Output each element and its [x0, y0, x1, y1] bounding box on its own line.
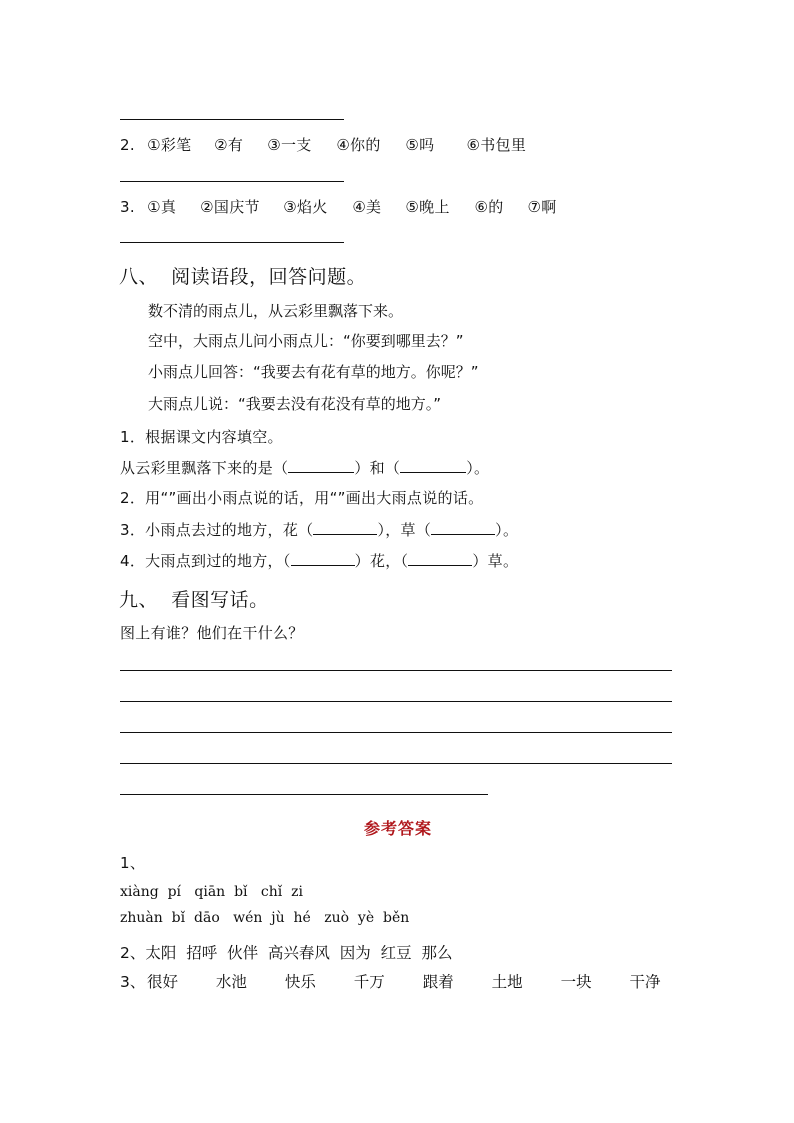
answer-3-item: 一块 — [560, 973, 592, 991]
fill-blank[interactable] — [431, 522, 495, 535]
answer-3-item: 很好 — [146, 973, 178, 991]
answer-1-label: 1、 — [120, 854, 146, 872]
answer-1-pinyin-line: zhuàn bǐ dāo wén jù hé zuò yè běn — [120, 910, 410, 926]
answer-1-pinyin-line: xiàng pí qiān bǐ chǐ zi — [120, 884, 303, 900]
section-9-prompt: 图上有谁？他们在干什么？ — [120, 624, 304, 642]
q3-number: 3. — [120, 198, 135, 216]
fill-text: 4．大雨点到过的地方，（ — [120, 552, 291, 570]
section-8-title: 八、 阅读语段，回答问题。 — [119, 266, 367, 288]
fill-text: ）草。 — [472, 552, 519, 570]
q3-item: ⑤晚上 — [405, 198, 450, 216]
q3-item: ②国庆节 — [200, 198, 260, 216]
s8-question-1: 1．根据课文内容填空。 — [120, 428, 283, 446]
answer-line-q3 — [120, 242, 344, 243]
fill-text: ），草（ — [377, 521, 432, 539]
q3-item: ⑥的 — [474, 198, 504, 216]
fill-blank[interactable] — [291, 553, 355, 566]
writing-line — [120, 701, 672, 702]
answer-2: 2、太阳 招呼 伙伴 高兴春风 因为 红豆 那么 — [120, 944, 453, 962]
writing-line — [120, 732, 672, 733]
q3-item: ③焰火 — [283, 198, 328, 216]
answer-line-q2 — [120, 181, 344, 182]
s8-question-4 — [120, 550, 518, 571]
passage-line: 大雨点儿说：“我要去没有花没有草的地方。” — [148, 395, 442, 413]
fill-text: ）。 — [466, 459, 490, 477]
fill-blank[interactable] — [313, 522, 377, 535]
answer-3-item: 水池 — [215, 973, 247, 991]
q2-item: ②有 — [214, 136, 244, 154]
q3-item: ⑦啊 — [527, 198, 557, 216]
fill-text: ）花，（ — [354, 552, 409, 570]
fill-text: ）。 — [495, 521, 519, 539]
q2-row — [120, 134, 526, 155]
q2-item: ①彩笔 — [147, 136, 192, 154]
answer-3 — [120, 970, 661, 992]
fill-text: ）和（ — [354, 459, 401, 477]
fill-text: 从云彩里飘落下来的是（ — [120, 459, 289, 477]
writing-line — [120, 763, 672, 764]
writing-line — [120, 670, 672, 671]
section-9-title: 九、 看图写话。 — [119, 589, 269, 611]
answer-3-item: 土地 — [491, 973, 523, 991]
fill-blank[interactable] — [408, 553, 472, 566]
s8-question-1-fill — [120, 457, 489, 478]
answers-title: 参考答案 — [364, 819, 433, 838]
answer-3-item: 干净 — [629, 973, 661, 991]
answer-3-number: 3、 — [120, 973, 146, 991]
passage-line: 数不清的雨点儿，从云彩里飘落下来。 — [148, 302, 404, 320]
fill-blank[interactable] — [400, 460, 466, 473]
fill-text: 3．小雨点去过的地方，花（ — [120, 521, 314, 539]
q3-item: ①真 — [147, 198, 177, 216]
q2-item: ⑥书包里 — [466, 136, 527, 154]
q2-number: 2. — [120, 136, 135, 154]
q3-row — [120, 196, 557, 217]
fill-blank[interactable] — [288, 460, 354, 473]
answer-3-item: 跟着 — [422, 973, 454, 991]
answer-line-q1 — [120, 119, 344, 120]
answer-3-item: 千万 — [353, 973, 385, 991]
q2-item: ③一支 — [267, 136, 312, 154]
answer-3-item: 快乐 — [284, 973, 316, 991]
s8-question-2: 2．用“”画出小雨点说的话，用“”画出大雨点说的话。 — [120, 489, 484, 507]
q2-item: ⑤吗 — [405, 136, 435, 154]
writing-line — [120, 794, 488, 795]
passage-line: 空中，大雨点儿问小雨点儿：“你要到哪里去？” — [148, 332, 464, 350]
passage-line: 小雨点儿回答：“我要去有花有草的地方。你呢？” — [148, 363, 479, 381]
q2-item: ④你的 — [336, 136, 381, 154]
s8-question-3 — [120, 519, 518, 540]
q3-item: ④美 — [352, 198, 382, 216]
